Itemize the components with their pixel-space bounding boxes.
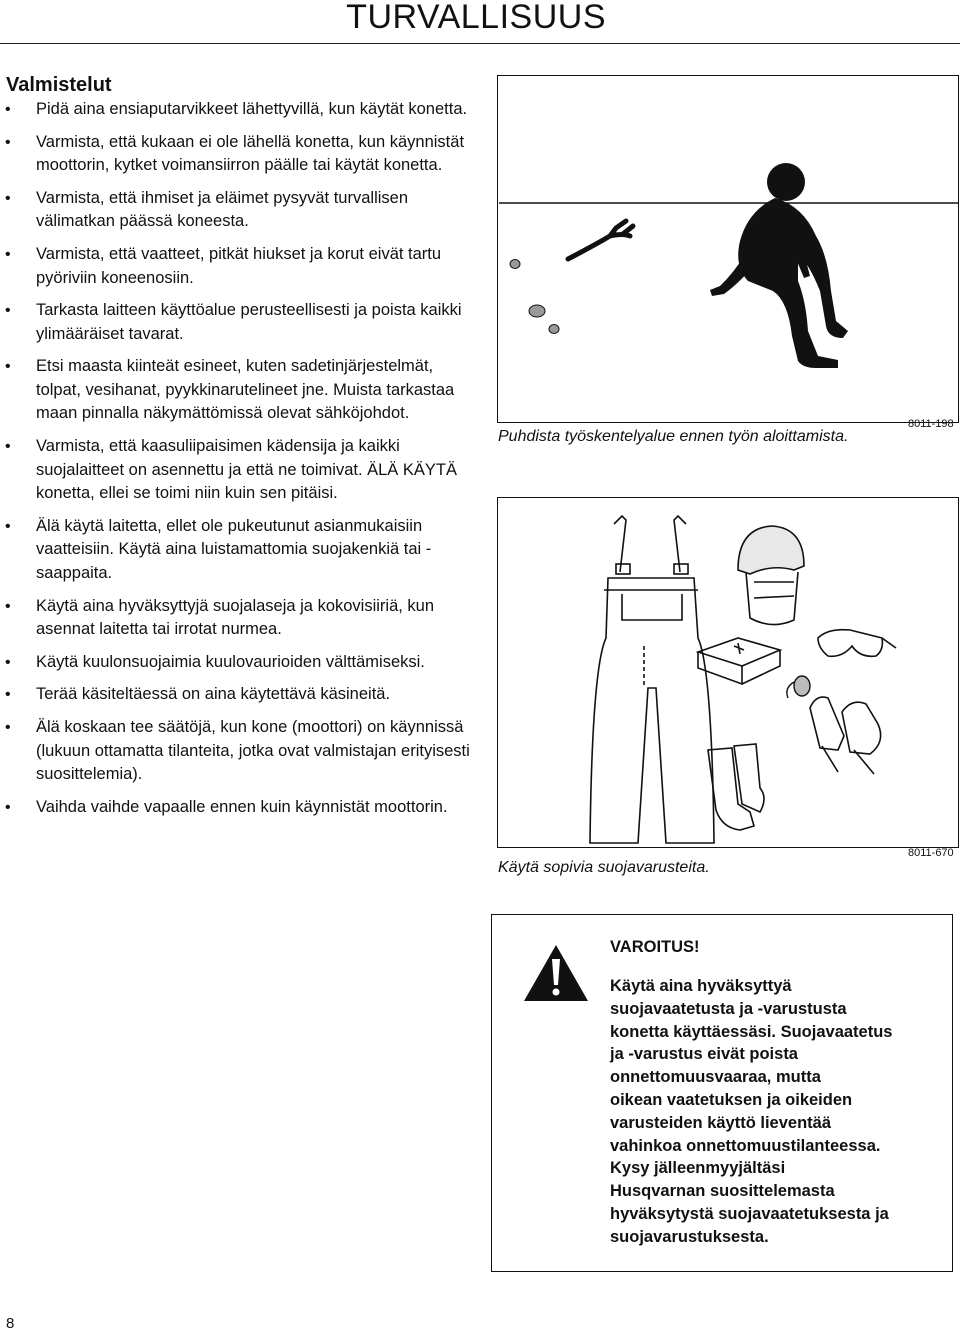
bullet-icon: • <box>5 517 11 535</box>
overalls-icon <box>590 516 714 843</box>
header-divider <box>0 43 960 44</box>
bullet-icon: • <box>5 246 11 264</box>
bullet-icon: • <box>5 302 11 320</box>
bullet-icon: • <box>5 101 11 118</box>
list-item: • Varmista, että kaasuliipaisimen kädensija ja kaikki suojalaitteet on asennettu ja että ne toimivat. ÄLÄ KÄYTÄ konetta, ellei se toimi niin kuin sen pitäisi. <box>5 437 457 503</box>
list-item: • Varmista, että vaatteet, pitkät hiukset ja korut eivät tartu pyöriviin koneenosiin. <box>5 245 442 287</box>
bullet-icon: • <box>5 189 11 207</box>
list-item: • Käytä kuulonsuojaimia kuulovaurioiden välttämiseksi. <box>0 651 470 675</box>
warning-line: Husqvarnan suosittelemasta <box>610 1182 835 1201</box>
warning-box <box>491 914 953 1272</box>
list-item: • Tarkasta laitteen käyttöalue perusteellisesti ja poista kaikki ylimääräiset tavarat. <box>5 301 462 343</box>
bullet-icon: • <box>5 798 11 816</box>
warning-line: hyväksytystä suojavaatetuksesta ja <box>610 1204 889 1223</box>
warning-title: VAROITUS! <box>610 938 700 956</box>
boots-icon <box>708 744 764 830</box>
helmet-visor-icon <box>738 526 804 625</box>
page-header-title: TURVALLISUUS <box>346 0 606 36</box>
list-item: • Vaihda vaihde vapaalle ennen kuin käynnistät moottorin. <box>0 796 470 820</box>
warning-line: Kysy jälleenmyyjältäsi <box>610 1159 786 1178</box>
warning-line: vahinkoa onnettomuustilanteessa. <box>610 1136 881 1155</box>
list-item: • Pidä aina ensiaputarvikkeet lähettyvillä, kun käytät konetta. <box>0 98 470 122</box>
safety-bullet-list <box>0 98 470 828</box>
bullet-icon: • <box>5 438 11 456</box>
warning-line: suojavaatetusta ja -varustusta <box>610 999 847 1018</box>
bullet-icon: • <box>5 133 11 151</box>
warning-line: varusteiden käyttö lieventää <box>610 1113 832 1132</box>
figure-caption: Puhdista työskentelyalue ennen työn aloittamista. <box>498 428 849 445</box>
warning-text <box>610 975 945 1249</box>
kneeling-person-illustration <box>498 76 960 424</box>
list-item: • Terää käsiteltäessä on aina käytettävä käsineitä. <box>0 683 470 707</box>
list-item: • Varmista, että ihmiset ja eläimet pysyvät turvallisen välimatkan päässä koneesta. <box>5 188 408 231</box>
warning-line: suojavarustuksesta. <box>610 1227 769 1246</box>
list-item: • Varmista, että kukaan ei ole lähellä konetta, kun käynnistät moottorin, kytket voimansiirron päälle tai käytät konetta. <box>5 132 465 175</box>
bullet-icon: • <box>5 719 11 737</box>
warning-line: ja -varustus eivät poista <box>610 1045 798 1064</box>
warning-line: konetta käyttäessäsi. Suojavaatetus <box>610 1022 893 1041</box>
bullet-icon: • <box>5 653 11 671</box>
bullet-icon: • <box>5 358 11 376</box>
list-item: • Älä koskaan tee säätöjä, kun kone (moottori) on käynnissä (lukuun ottamatta tilanteita, jotka ovat valmistajan erityisesti suosittelemia). <box>5 718 470 784</box>
warning-triangle-icon <box>522 943 590 1003</box>
warning-line: onnettomuusvaaraa, mutta <box>610 1068 821 1087</box>
safety-glasses-icon <box>818 630 896 657</box>
list-item: • Käytä aina hyväksyttyjä suojalaseja ja kokovisiiriä, kun asennat laitetta tai irrotat nurmea. <box>5 596 435 638</box>
first-aid-kit-icon <box>698 638 780 684</box>
figure-code: 8011-198 <box>908 418 954 430</box>
bullet-icon: • <box>5 686 11 704</box>
warning-line: Käytä aina hyväksyttyä <box>610 977 792 995</box>
warning-line: oikean vaatetuksen ja oikeiden <box>610 1090 853 1109</box>
bullet-icon: • <box>5 597 11 615</box>
clear-area-illustration <box>497 75 959 423</box>
section-heading: Valmistelut <box>6 74 112 96</box>
protective-gear-illustration <box>497 497 959 848</box>
figure-code: 8011-670 <box>908 847 954 859</box>
list-item: • Älä käytä laitetta, ellet ole pukeutunut asianmukaisiin vaatteisiin. Käytä aina luistamattomia suojakenkiä tai -saappaita. <box>5 516 432 582</box>
ear-protection-icon <box>787 676 810 698</box>
page-number: 8 <box>6 1315 15 1332</box>
list-item: • Etsi maasta kiinteät esineet, kuten sadetinjärjestelmät, tolpat, vesihanat, pyykkinarutelineet jne. Muista tarkastaa maan pinnalla näkymättömissä olevat sähköjohdot. <box>5 357 455 423</box>
protective-gear-drawing <box>498 498 960 849</box>
gloves-icon <box>810 697 881 774</box>
figure-caption: Käytä sopivia suojavarusteita. <box>498 859 710 876</box>
